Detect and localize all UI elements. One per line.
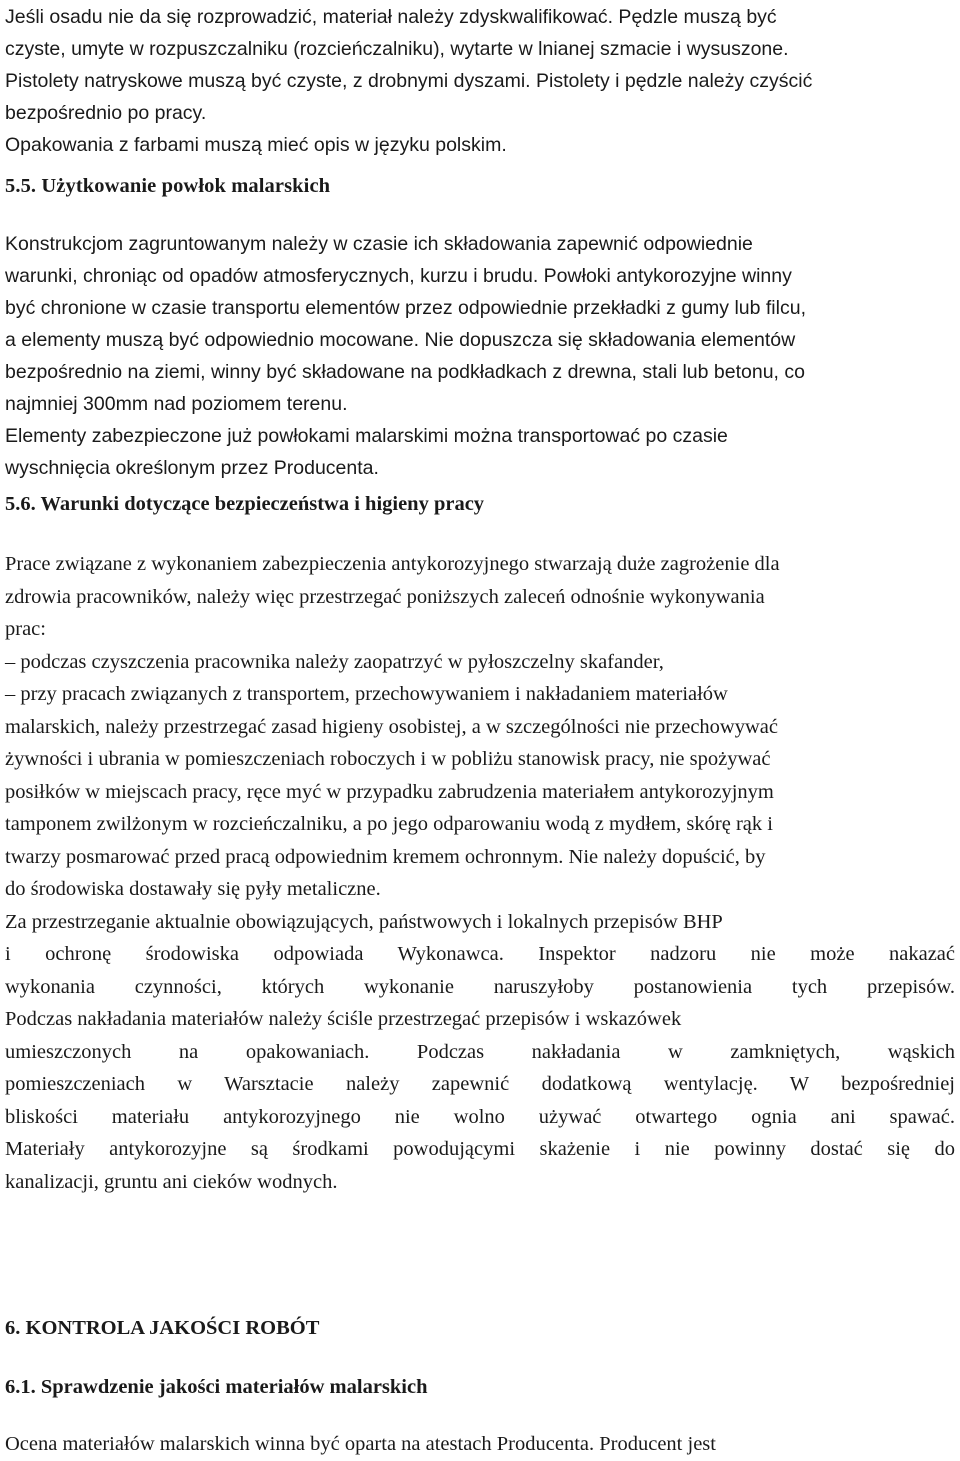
body-line: bezpośrednio na ziemi, winny być składowane na podkładkach z drewna, stali lub betonu, co [5,361,805,383]
body-line: być chronione w czasie transportu elementów przez odpowiednie przekładki z gumy lub filcu, [5,297,806,319]
body-line: bliskości materiału antykorozyjnego nie wolno używać otwartego ognia ani spawać. [5,1105,955,1128]
body-line: Elementy zabezpieczone już powłokami malarskimi można transportować po czasie [5,425,728,447]
body-line: umieszczonych na opakowaniach. Podczas nakładania w zamkniętych, wąskich [5,1040,955,1063]
body-line: najmniej 300mm nad poziomem terenu. [5,393,348,415]
section-heading-6: 6. KONTROLA JAKOŚCI ROBÓT [5,1317,320,1339]
section-heading-5-6: 5.6. Warunki dotyczące bezpieczeństwa i higieny pracy [5,493,485,515]
body-line: prac: [5,618,46,640]
list-item: – podczas czyszczenia pracownika należy zaopatrzyć w pyłoszczelny skafander, [5,650,664,673]
body-line: twarzy posmarować przed pracą odpowiednim kremem ochronnym. Nie należy dopuścić, by [5,845,766,868]
body-line: kanalizacji, gruntu ani cieków wodnych. [5,1170,338,1193]
section-heading-5-5: 5.5. Użytkowanie powłok malarskich [5,175,331,197]
intro-line: Opakowania z farbami muszą mieć opis w języku polskim. [5,134,507,156]
section-5-5-body [5,228,955,484]
intro-line: bezpośrednio po pracy. [5,102,207,124]
body-line: i ochronę środowiska odpowiada Wykonawca. Inspektor nadzoru nie może nakazać [5,943,955,965]
intro-line: czyste, umyte w rozpuszczalniku (rozcieńczalniku), wytarte w lnianej szmacie i wysuszone. [5,38,789,60]
body-line: tamponem zwilżonym w rozcieńczalniku, a po jego odparowaniu wodą z mydłem, skórę rąk i [5,813,773,835]
body-line: wyschnięcia określonym przez Producenta. [5,457,379,479]
intro-line: Pistolety natryskowe muszą być czyste, z drobnymi dyszami. Pistolety i pędzle należy czyścić [5,70,813,92]
body-line: pomieszczeniach w Warsztacie należy zapewnić dodatkową wentylację. W bezpośredniej [5,1073,955,1095]
body-line: Prace związane z wykonaniem zabezpieczenia antykorozyjnego stwarzają duże zagrożenie dla [5,553,780,575]
body-line: Podczas nakładania materiałów należy ściśle przestrzegać przepisów i wskazówek [5,1008,682,1030]
section-5-6-body [5,548,955,1198]
body-line: zdrowia pracowników, należy więc przestrzegać poniższych zaleceń odnośnie wykonywania [5,585,765,608]
list-item: – przy pracach związanych z transportem, przechowywaniem i nakładaniem materiałów [5,683,728,705]
intro-paragraph [5,1,955,161]
section-heading-6-1: 6.1. Sprawdzenie jakości materiałów malarskich [5,1376,428,1398]
body-line: do środowiska dostawały się pyły metaliczne. [5,878,381,900]
intro-line: Jeśli osadu nie da się rozprowadzić, materiał należy zdyskwalifikować. Pędzle muszą być [5,6,777,28]
body-line: warunki, chroniąc od opadów atmosferycznych, kurzu i brudu. Powłoki antykorozyjne winny [5,265,792,287]
body-line: posiłków w miejscach pracy, ręce myć w przypadku zabrudzenia materiałem antykorozyjnym [5,780,774,803]
body-line: malarskich, należy przestrzegać zasad higieny osobistej, a w szczególności nie przechowywać [5,715,778,738]
section-6-1-body [5,1428,955,1461]
body-line: Za przestrzeganie aktualnie obowiązujących, państwowych i lokalnych przepisów BHP [5,910,723,933]
body-line: Konstrukcjom zagruntowanym należy w czasie ich składowania zapewnić odpowiednie [5,233,753,255]
body-line: wykonania czynności, których wykonanie naruszyłoby postanowienia tych przepisów. [5,975,955,998]
body-line: żywności i ubrania w pomieszczeniach roboczych i w pobliżu stanowisk pracy, nie spożywać [5,748,771,770]
body-line: Materiały antykorozyjne są środkami powodującymi skażenie i nie powinny dostać się do [5,1138,955,1160]
body-line: Ocena materiałów malarskich winna być oparta na atestach Producenta. Producent jest [5,1433,716,1455]
body-line: a elementy muszą być odpowiednio mocowane. Nie dopuszcza się składowania elementów [5,329,796,351]
